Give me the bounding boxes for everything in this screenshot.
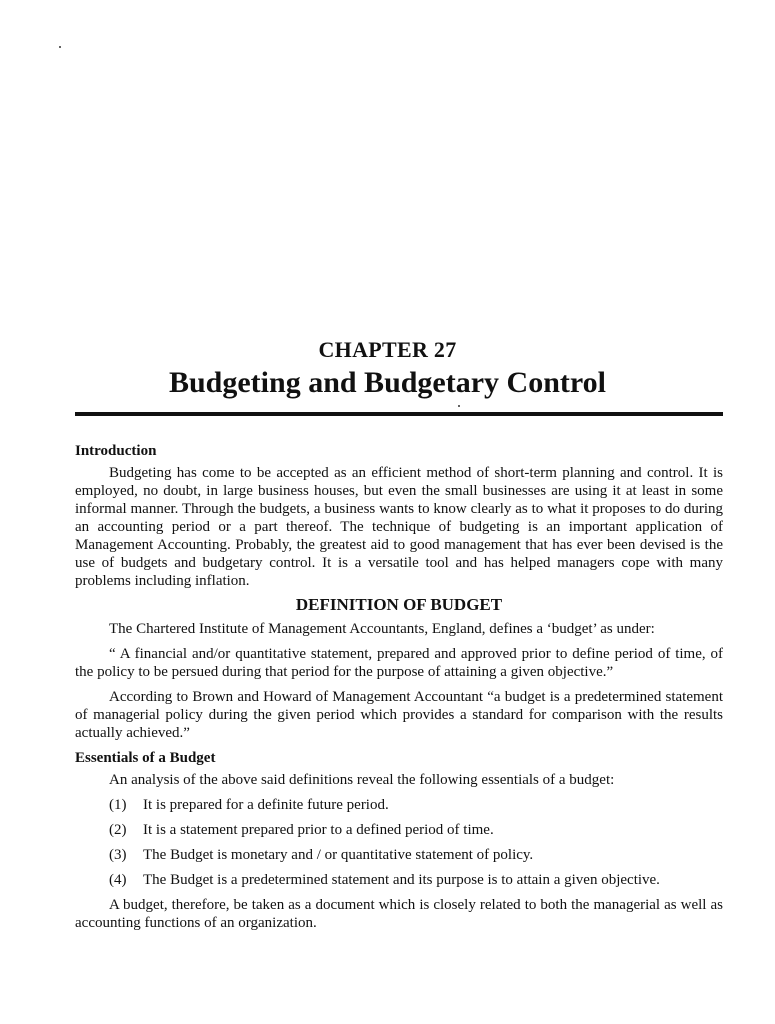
chapter-number: CHAPTER 27 — [318, 337, 457, 362]
list-item — [75, 846, 723, 864]
essentials-lead: An analysis of the above said definitions reveal the following essentials of a budget: — [109, 772, 615, 788]
chapter-body — [75, 442, 723, 932]
list-item-text: It is prepared for a definite future period. — [143, 797, 389, 813]
introduction-heading: Introduction — [75, 443, 157, 459]
list-item-number: (4) — [109, 872, 127, 888]
list-item-number: (1) — [109, 797, 127, 813]
list-item-text: It is a statement prepared prior to a defined period of time. — [143, 822, 494, 838]
chapter-title: Budgeting and Budgetary Control — [168, 366, 607, 399]
list-item — [75, 821, 723, 839]
list-item-number: (3) — [109, 847, 127, 863]
list-item — [75, 871, 723, 889]
essentials-list — [75, 796, 723, 889]
definition-quote: “ A financial and/or quantitative statement, prepared and approved prior to define period of time, of the policy to be persued during that period for the purpose of attaining a given objective.” — [75, 646, 723, 680]
definition-paragraph-1: The Chartered Institute of Management Accountants, England, defines a ‘budget’ as under: — [109, 621, 655, 637]
list-item-number: (2) — [109, 822, 127, 838]
definition-paragraph-3: According to Brown and Howard of Management Accountant “a budget is a predetermined statement of managerial policy during the given period which provides a standard for comparison with the results actually achieved.” — [75, 689, 723, 741]
list-item — [75, 796, 723, 814]
title-rule — [75, 412, 723, 416]
essentials-closing: A budget, therefore, be taken as a document which is closely related to both the managerial as well as accounting functions of an organization. — [75, 897, 723, 931]
introduction-paragraph: Budgeting has come to be accepted as an efficient method of short-term planning and control. It is employed, no doubt, in large business houses, but even the small businesses are using it at least in some informal manner. Through the budgets, a business wants to know clearly as to what it proposes to do during an accounting period or a part thereof. The technique of budgeting is an important application of Management Accounting. Probably, the greatest aid to good management that has ever been devised is the use of budgets and budgetary control. It is a versatile tool and has helped managers cope with many problems including inflation. — [75, 465, 723, 589]
essentials-heading: Essentials of a Budget — [75, 750, 216, 766]
definition-heading: DEFINITION OF BUDGET — [295, 595, 503, 614]
scan-speck — [59, 46, 61, 48]
scan-speck — [458, 405, 460, 407]
list-item-text: The Budget is a predetermined statement and its purpose is to attain a given objective. — [143, 872, 660, 888]
list-item-text: The Budget is monetary and / or quantitative statement of policy. — [143, 847, 534, 863]
